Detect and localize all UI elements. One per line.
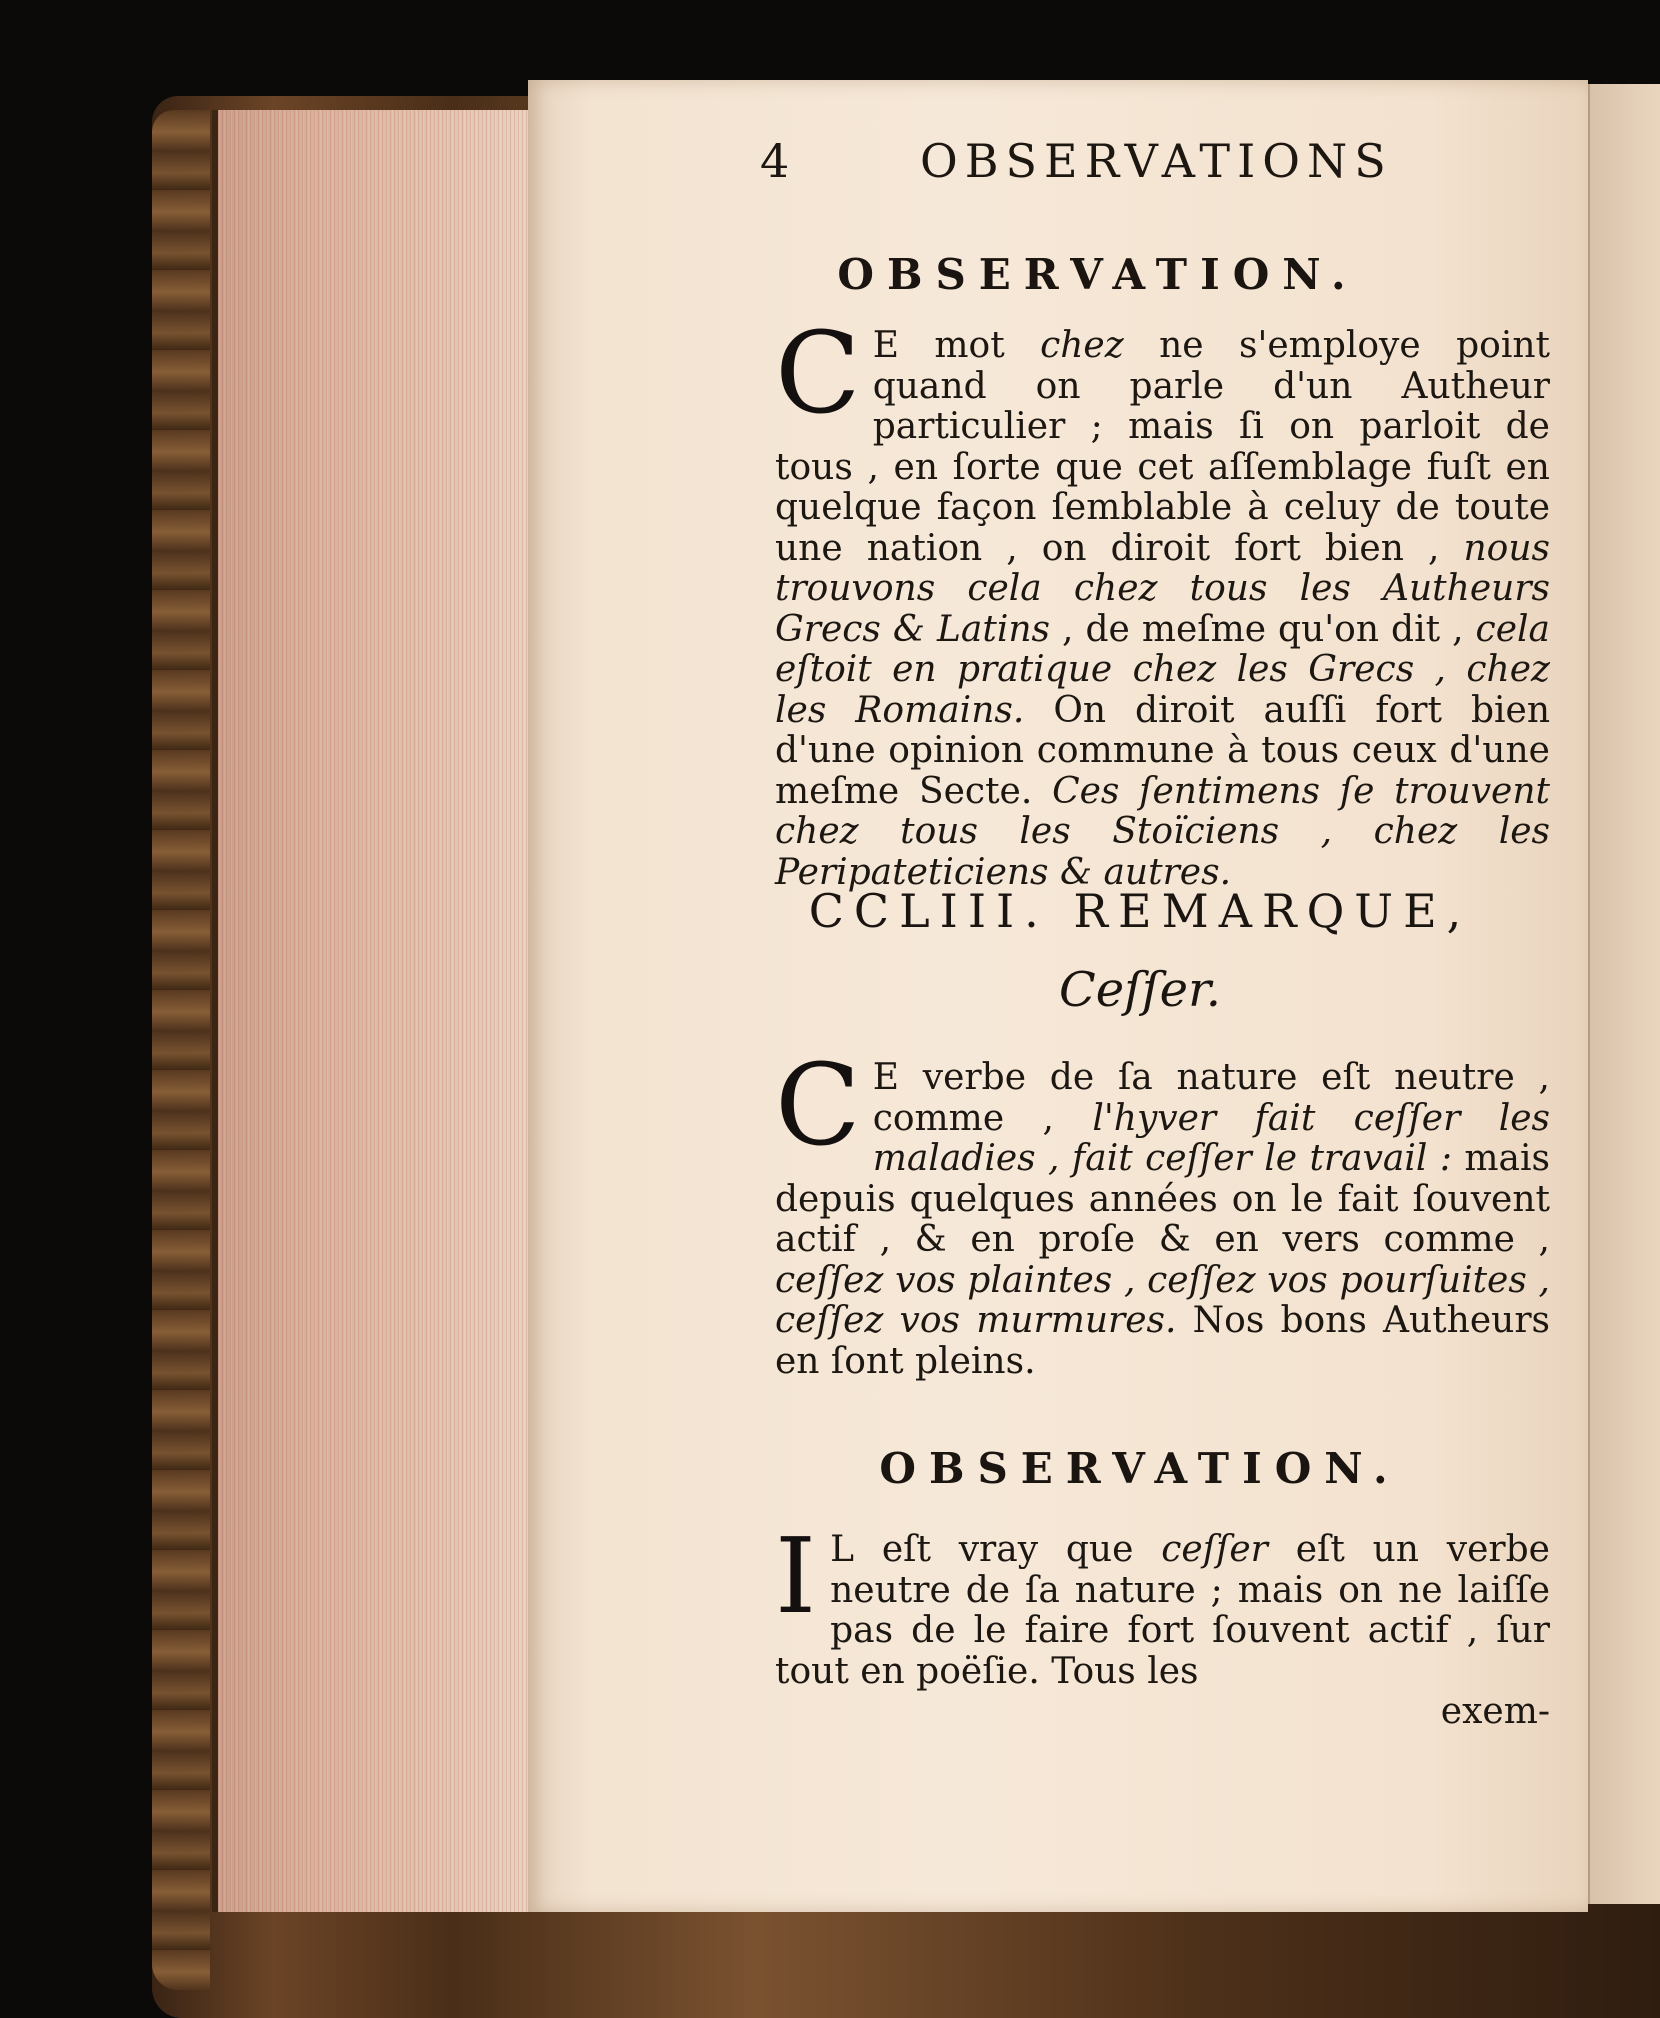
section2-paragraph <box>775 1041 1551 1382</box>
section1-italic-a: chez <box>1040 325 1124 366</box>
running-title: OBSERVATIONS <box>920 134 1393 188</box>
section2-heading: CCLIII. REMARQUE, <box>808 884 1472 938</box>
section1-italic-b: nous trouvons cela chez tous les Autheurs Grecs & Latins <box>775 527 1550 650</box>
section2-italic-b: ceſſez vos plaintes , ceſſez vos pourſuites , ceſſez vos murmures. <box>775 1259 1550 1341</box>
section3-paragraph <box>775 1515 1550 1733</box>
section2-italic-a: l'hyver fait ceſſer les maladies , fait ceſſer le travail : <box>872 1097 1550 1179</box>
section1-text-c: , de meſme qu'on dit , <box>1050 608 1476 650</box>
section3-heading: OBSERVATION. <box>879 1444 1401 1493</box>
section1-italic-c: cela eſtoit en pratique chez les Grecs , chez les Romains. <box>775 608 1550 731</box>
section1-text-d: On diroit auſſi fort bien d'une opinion commune à tous ceux d'une meſme Secte. <box>775 689 1551 812</box>
section3-text-a: L eſt vray que <box>830 1529 1162 1570</box>
page-edges <box>212 110 534 1912</box>
section3-italic-a: ceſſer <box>1161 1529 1268 1570</box>
section1-italic-d: Ces ſentimens ſe trouvent chez tous les Stoïciens , chez les Peripateticiens & autres. <box>775 770 1551 893</box>
section1-text-a: E mot <box>872 325 1041 366</box>
section1-text-b: ne s'employe point quand on parle d'un Autheur particulier ; mais ſi on parloit de tous , en ſorte que cet aſſemblage fuſt en quelque façon ſemblable à celuy de toute une nation , on diroit fort bien , <box>775 325 1550 569</box>
section2-text-c: Nos bons Autheurs en ſont pleins. <box>775 1300 1550 1382</box>
section2-subheading: Ceſſer. <box>1059 962 1221 1018</box>
section1-paragraph <box>775 309 1551 893</box>
page-number: 4 <box>760 134 797 188</box>
section3-dropcap: I <box>775 1515 817 1637</box>
catchword: exem- <box>1440 1691 1550 1732</box>
section2-text-b: mais depuis quelques années on le fait ſouvent actif , & en proſe & en vers comme , <box>775 1138 1551 1260</box>
section1-heading: OBSERVATION. <box>837 250 1359 299</box>
facing-page-edge <box>1588 84 1660 1904</box>
section2-text-a: E verbe de ſa nature eſt neutre , comme , <box>872 1057 1550 1139</box>
book-spine <box>152 110 210 1990</box>
section2-dropcap: C <box>775 1041 861 1171</box>
running-head <box>760 134 1420 194</box>
section1-dropcap: C <box>775 309 861 439</box>
section3-text-b: eſt un verbe neutre de ſa nature ; mais on ne laiſſe pas de le faire fort ſouvent actif , ſur tout en poëſie. Tous les <box>775 1529 1550 1692</box>
